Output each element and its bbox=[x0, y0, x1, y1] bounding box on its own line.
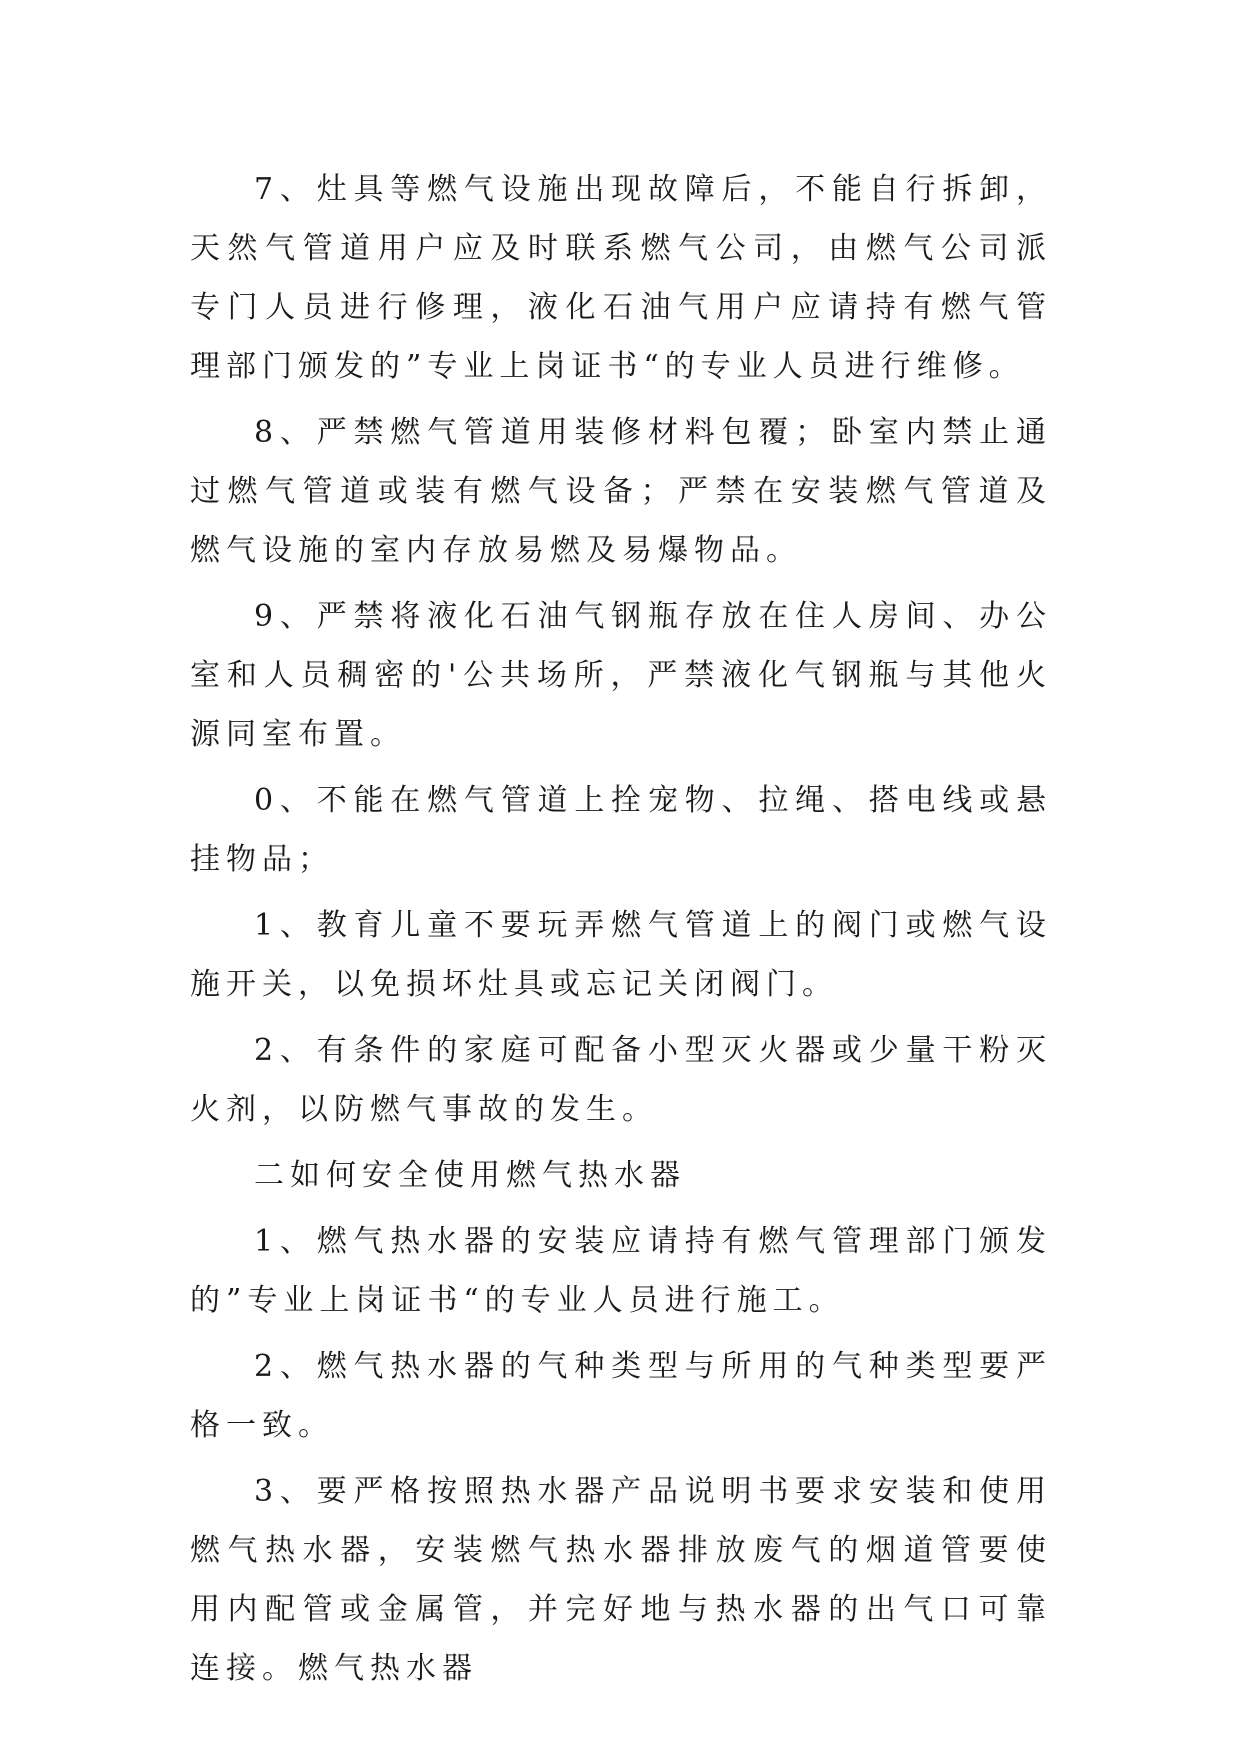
paragraph-2-extinguisher: 2、有条件的家庭可配备小型灭火器或少量干粉灭火剂，以防燃气事故的发生。 bbox=[190, 1033, 1052, 1127]
section-heading-water-heater: 二如何安全使用燃气热水器 bbox=[254, 1158, 686, 1193]
paragraph-1-children-valves: 1、教育儿童不要玩弄燃气管道上的阀门或燃气设施开关，以免损坏灶具或忘记关闭阀门。 bbox=[190, 908, 1052, 1002]
paragraph-3-flue-pipe: 3、要严格按照热水器产品说明书要求安装和使用燃气热水器，安装燃气热水器排放废气的烟道管要使用内配管或金属管，并完好地与热水器的出气口可靠连接。燃气热水器 bbox=[190, 1474, 1052, 1686]
document-body bbox=[190, 160, 1052, 1705]
paragraph-9-cylinder-storage: 9、严禁将液化石油气钢瓶存放在住人房间、办公室和人员稠密的'公共场所，严禁液化气钢瓶与其他火源同室布置。 bbox=[190, 599, 1052, 752]
paragraph-7-stove-repair: 7、灶具等燃气设施出现故障后，不能自行拆卸，天然气管道用户应及时联系燃气公司，由燃气公司派专门人员进行修理，液化石油气用户应请持有燃气管理部门颁发的”专业上岗证书“的专业人员进行维修。 bbox=[190, 172, 1052, 384]
paragraph-0-pipe-hanging: 0、不能在燃气管道上拴宠物、拉绳、搭电线或悬挂物品； bbox=[190, 783, 1052, 877]
paragraph-2-gas-type: 2、燃气热水器的气种类型与所用的气种类型要严格一致。 bbox=[190, 1349, 1052, 1443]
paragraph-8-pipe-covering: 8、严禁燃气管道用装修材料包覆；卧室内禁止通过燃气管道或装有燃气设备；严禁在安装燃气管道及燃气设施的室内存放易燃及易爆物品。 bbox=[190, 415, 1052, 568]
paragraph-1-heater-installation: 1、燃气热水器的安装应请持有燃气管理部门颁发的”专业上岗证书“的专业人员进行施工。 bbox=[190, 1224, 1052, 1318]
